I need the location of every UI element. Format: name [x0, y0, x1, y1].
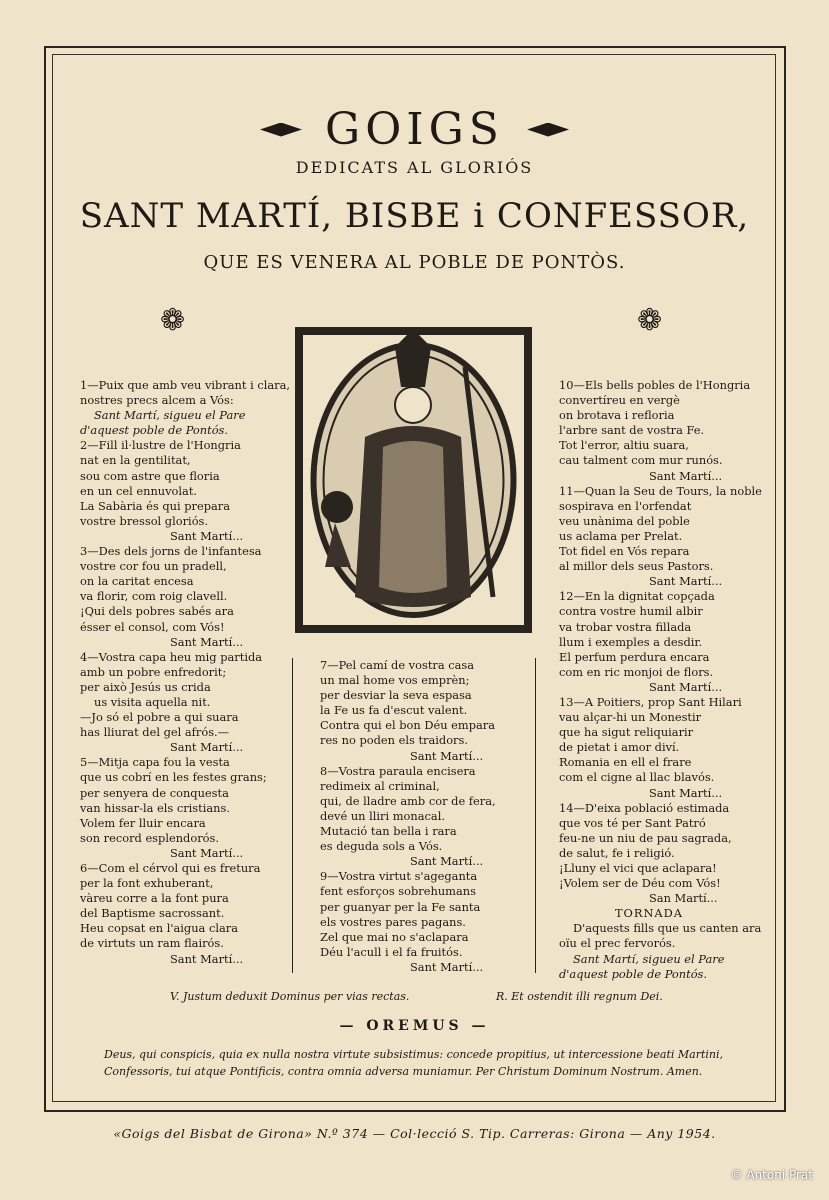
verse-line: del Baptisme sacrossant. — [80, 906, 225, 921]
title-row — [0, 104, 829, 155]
verse-line: 11—Quan la Seu de Tours, la noble — [559, 483, 762, 498]
saint-title: SANT MARTÍ, BISBE i CONFESSOR, — [79, 196, 750, 236]
verse-line: on brotava i refloria — [559, 408, 675, 423]
verse-line: de virtuts un ram flairós. — [80, 936, 224, 951]
verse-line: on la caritat encesa — [80, 574, 194, 589]
verse-line: 9—Vostra virtut s'ageganta — [320, 869, 478, 884]
verse-line: va trobar vostra fillada — [559, 619, 692, 634]
verse-line: Sant Martí, sigueu el Pare — [94, 408, 246, 423]
column-divider — [535, 658, 536, 973]
verse-line: 1—Puix que amb veu vibrant i clara, — [80, 378, 291, 392]
verse-line: TORNADA — [614, 906, 684, 921]
verse-line: per guanyar per la Fe santa — [320, 899, 481, 914]
verse-line: Déu l'acull i el fa fruitós. — [320, 944, 463, 959]
verse-line: vostre bressol gloriós. — [80, 513, 209, 528]
verse-line: fent esforços sobrehumans — [320, 884, 476, 899]
verse-line: Romania en ell el frare — [559, 755, 692, 770]
versicle: V. Justum deduxit Dominus per vias rectas. — [170, 990, 410, 1003]
verse-line: nostres precs alcem a Vós: — [80, 393, 234, 408]
verse-line: d'aquest poble de Pontós. — [80, 423, 229, 438]
verse-line: que vos té per Sant Patró — [559, 815, 706, 830]
verse-line: Mutació tan bella i rara — [320, 824, 457, 839]
publisher-footer: «Goigs del Bisbat de Girona» N.º 374 — Col·lecció S. Tip. Carreras: Girona — Any 1954. — [113, 1126, 716, 1141]
verse-line: Sant Martí... — [410, 959, 484, 974]
stanza-column-2 — [320, 658, 496, 975]
verse-line: Sant Martí, sigueu el Pare — [573, 951, 725, 966]
verse-line: ¡Volem ser de Déu com Vós! — [559, 876, 721, 891]
verse-line: es deguda sols a Vós. — [320, 839, 443, 854]
verse-line: redimeix al criminal, — [320, 778, 440, 793]
diamond-ornament-icon — [260, 123, 302, 137]
verse-line: has lliurat del gel afrós.— — [80, 725, 230, 740]
verse-line: devé un lliri monacal. — [320, 808, 445, 823]
verse-line: amb un pobre enfredorit; — [80, 664, 227, 679]
verse-line: sou com astre que floria — [80, 468, 220, 483]
verse-line: convertíreu en vergè — [559, 393, 680, 408]
response: R. Et ostendit illi regnum Dei. — [496, 990, 663, 1003]
verse-line: l'arbre sant de vostra Fe. — [559, 423, 705, 438]
verse-line: vàreu corre a la font pura — [80, 891, 229, 906]
verse-line: 8—Vostra paraula encisera — [320, 763, 476, 778]
copyright-credit: © Antoni Prat — [730, 1168, 813, 1182]
oremus-heading: — OREMUS — — [339, 1018, 490, 1034]
verse-line: Sant Martí... — [170, 740, 244, 755]
verse-line: com el cigne al llac blavós. — [559, 770, 715, 785]
verse-line: vau alçar-hi un Monestir — [559, 710, 702, 725]
verse-line: que ha sigut reliquiarir — [559, 725, 694, 740]
verse-line: cau talment com mur runós. — [559, 453, 723, 468]
verse-line: 7—Pel camí de vostra casa — [320, 658, 475, 672]
verse-line: Zel que mai no s'aclapara — [320, 929, 469, 944]
diamond-ornament-icon — [527, 123, 569, 137]
verse-line: —Jo só el pobre a qui suara — [80, 710, 239, 725]
verse-line: 5—Mitja capa fou la vesta — [80, 755, 230, 770]
verse-line: sospirava en l'orfendat — [559, 498, 692, 513]
verse-line: nat en la gentilitat, — [80, 453, 191, 468]
verse-line: us aclama per Prelat. — [559, 528, 683, 543]
verse-line: un mal home vos emprèn; — [320, 673, 470, 688]
verse-line: com en ric monjoi de flors. — [559, 664, 714, 679]
verse-line: us visita aquella nit. — [94, 694, 211, 709]
verse-line: oïu el prec fervorós. — [559, 936, 676, 951]
verse-line: D'aquests fills que us canten ara — [573, 921, 762, 936]
verse-line: Sant Martí... — [170, 634, 244, 649]
verse-line: La Sabària és qui prepara — [80, 498, 231, 513]
verse-line: res no poden els traidors. — [320, 733, 468, 748]
page-title: GOIGS — [325, 104, 504, 155]
verse-line: Sant Martí... — [649, 468, 723, 483]
verse-line: van hissar-la els cristians. — [80, 800, 230, 815]
verse-line: son record esplendorós. — [80, 830, 219, 845]
verse-line: per desviar la seva espasa — [320, 688, 472, 703]
verse-line: de pietat i amor diví. — [559, 740, 680, 755]
stanza-column-3 — [559, 378, 762, 982]
verse-line: Sant Martí... — [410, 748, 484, 763]
verse-line: 3—Des dels jorns de l'infantesa — [80, 544, 262, 559]
verse-line: El perfum perdura encara — [559, 649, 710, 664]
flower-ornament-icon: ❁ — [637, 303, 663, 338]
verse-line: Tot fidel en Vós repara — [559, 544, 690, 559]
verse-line: Sant Martí... — [649, 679, 723, 694]
saint-woodcut-image — [295, 327, 532, 633]
verse-line: Sant Martí... — [410, 854, 484, 869]
verse-line: 12—En la dignitat copçada — [559, 589, 715, 604]
verse-line: 13—A Poitiers, prop Sant Hilari — [559, 694, 742, 709]
place-line: QUE ES VENERA AL POBLE DE PONTÒS. — [203, 252, 626, 273]
stanza-column-1 — [80, 378, 290, 967]
column-divider — [292, 658, 293, 973]
verse-line: Volem fer lluir encara — [80, 815, 206, 830]
verse-line: vostre cor fou un pradell, — [80, 559, 227, 574]
verse-line: qui, de lladre amb cor de fera, — [320, 793, 496, 808]
verse-line: Heu copsat en l'aigua clara — [80, 921, 238, 936]
verse-line: la Fe us fa d'escut valent. — [320, 703, 468, 718]
verse-line: Sant Martí... — [170, 528, 244, 543]
verse-line: ésser el consol, com Vós! — [80, 619, 225, 634]
subtitle: DEDICATS AL GLORIÓS — [295, 158, 534, 177]
verse-line: Sant Martí... — [170, 845, 244, 860]
verse-line: 2—Fill il·lustre de l'Hongria — [80, 438, 241, 453]
flower-ornament-icon: ❁ — [160, 303, 186, 338]
verse-line: 6—Com el cérvol qui es fretura — [80, 861, 261, 875]
verse-line: feu-ne un niu de pau sagrada, — [559, 830, 732, 845]
verse-line: llum i exemples a desdir. — [559, 634, 703, 649]
verse-line: ¡Qui dels pobres sabés ara — [80, 604, 234, 619]
verse-line: Contra qui el bon Déu empara — [320, 718, 496, 733]
verse-line: 4—Vostra capa heu mig partida — [80, 649, 263, 664]
verse-line: San Martí... — [649, 891, 718, 906]
verse-line: per senyera de conquesta — [80, 785, 229, 800]
verse-line: Sant Martí... — [649, 574, 723, 589]
verse-line: 10—Els bells pobles de l'Hongria — [559, 378, 751, 392]
verse-line: els vostres pares pagans. — [320, 914, 466, 929]
verse-line: per la font exhuberant, — [80, 876, 214, 891]
verse-line: Sant Martí... — [649, 785, 723, 800]
verse-line: que us cobrí en les festes grans; — [80, 770, 267, 785]
verse-line: ¡Lluny el vici que aclapara! — [559, 861, 717, 875]
verse-line: al millor dels seus Pastors. — [559, 559, 714, 574]
verse-line: va florir, com roig clavell. — [80, 589, 228, 604]
verse-line: d'aquest poble de Pontós. — [559, 966, 708, 981]
verse-line: en un cel ennuvolat. — [80, 483, 198, 498]
verse-line: per això Jesús us crida — [80, 679, 211, 694]
prayer-text: Deus, qui conspicis, quia ex nulla nostra virtute subsistimus: concede propitius, ut intercessione beati Martini, Confessoris, tui atque Pontificis, contra omnia adversa muniamur. Per Christum Dominum Nostrum. Amen. — [104, 1048, 724, 1078]
verse-line: 14—D'eixa població estimada — [559, 800, 730, 815]
verse-line: contra vostre humil albir — [559, 604, 703, 619]
verse-line: veu unànima del poble — [559, 513, 690, 528]
verse-line: de salut, fe i religió. — [559, 845, 675, 860]
verse-line: Tot l'error, altiu suara, — [559, 438, 689, 453]
verse-line: Sant Martí... — [170, 951, 244, 966]
